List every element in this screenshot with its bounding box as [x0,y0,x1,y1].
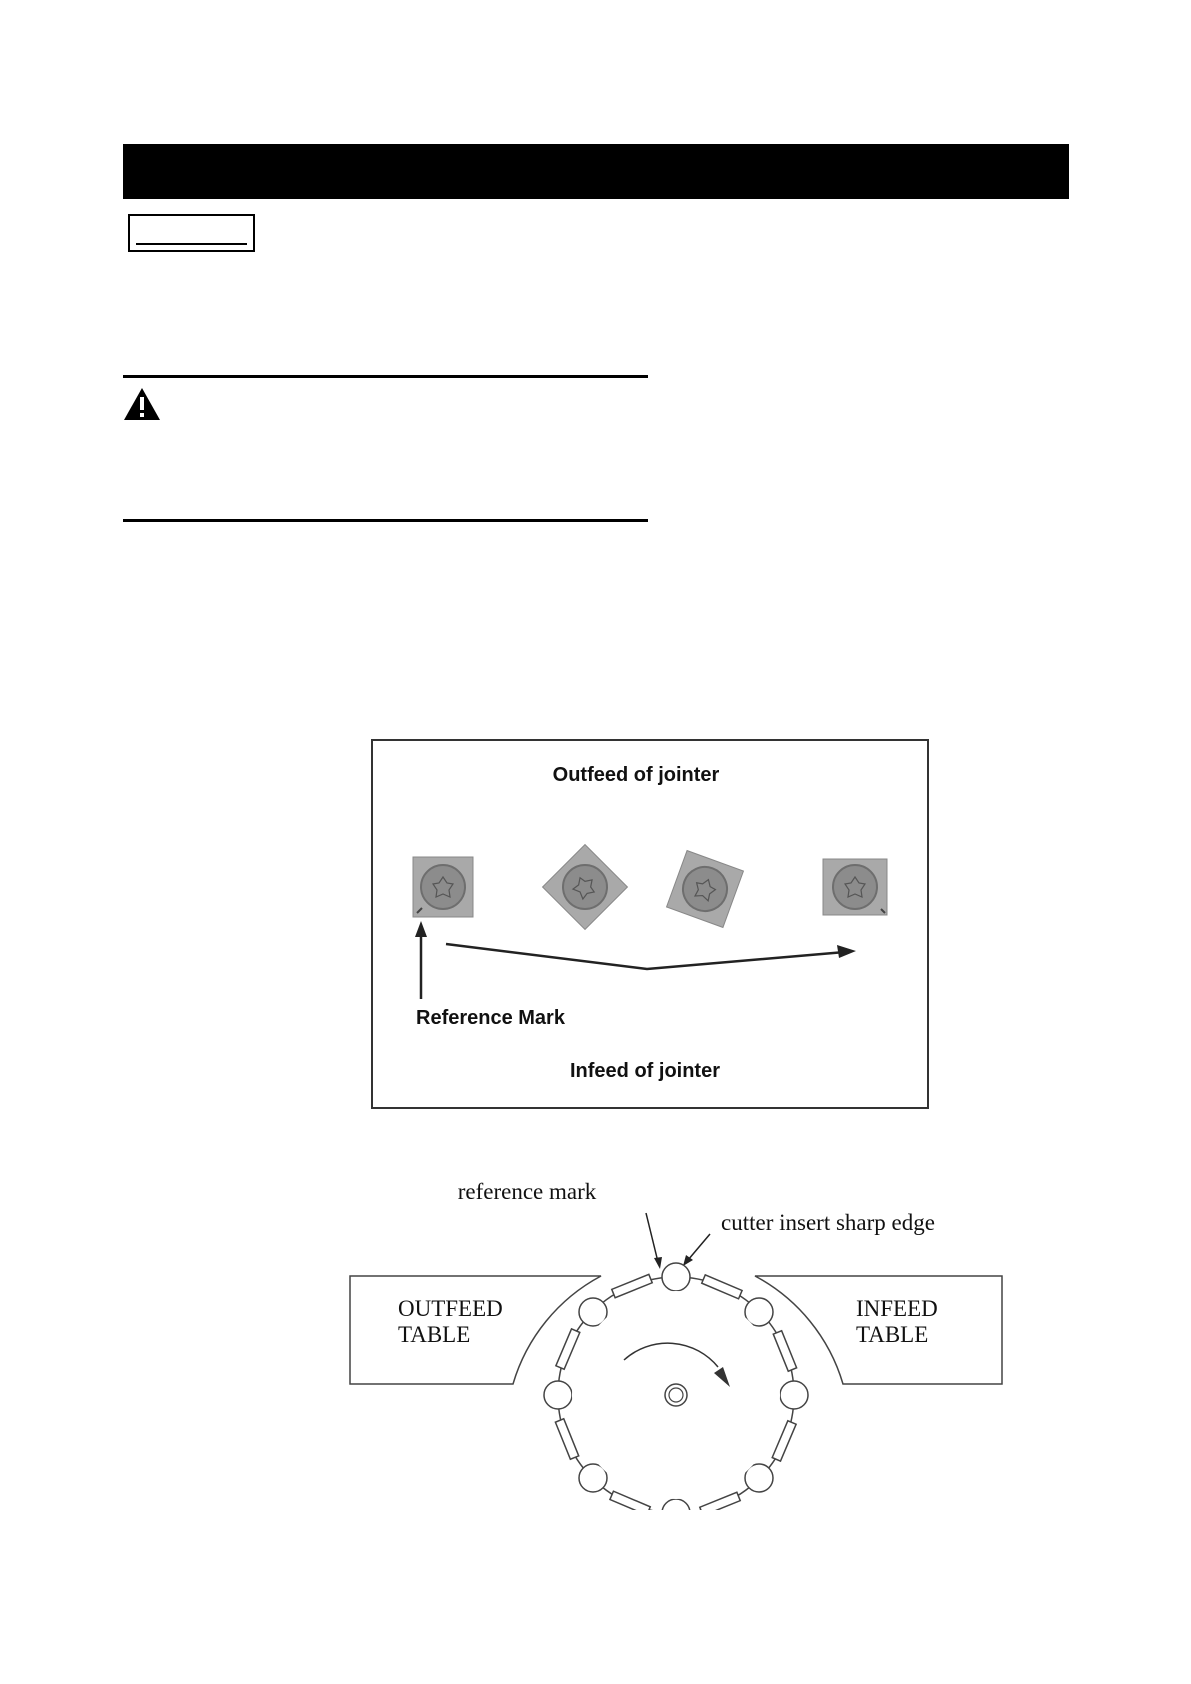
outfeed-label: Outfeed of jointer [552,764,720,786]
section-header-bar [123,144,1069,199]
warning-icon [123,387,161,421]
sharp-edge-leader [688,1234,710,1260]
insert-position-4 [823,859,887,915]
warning-bottom-rule [123,519,648,522]
insert-position-1 [413,857,473,917]
warning-top-rule [123,375,648,378]
reference-mark-label: Reference Mark [416,1007,565,1029]
infeed-table-line1: INFEED [856,1296,938,1321]
reference-mark-leader [646,1213,658,1262]
reference-mark-callout: reference mark [457,1179,597,1204]
outfeed-table-line1: OUTFEED [398,1296,503,1321]
figure-frame [372,740,928,1108]
infeed-label: Infeed of jointer [570,1060,720,1082]
sharp-edge-callout: cutter insert sharp edge [721,1210,935,1235]
infeed-table-line2: TABLE [856,1322,929,1347]
insert-rotation-figure [371,739,929,1109]
outfeed-table-line2: TABLE [398,1322,471,1347]
subsection-heading-box [128,214,255,252]
cutterhead-figure [346,1170,1006,1510]
cutterhead [544,1263,808,1510]
subsection-heading-underline [136,243,247,245]
